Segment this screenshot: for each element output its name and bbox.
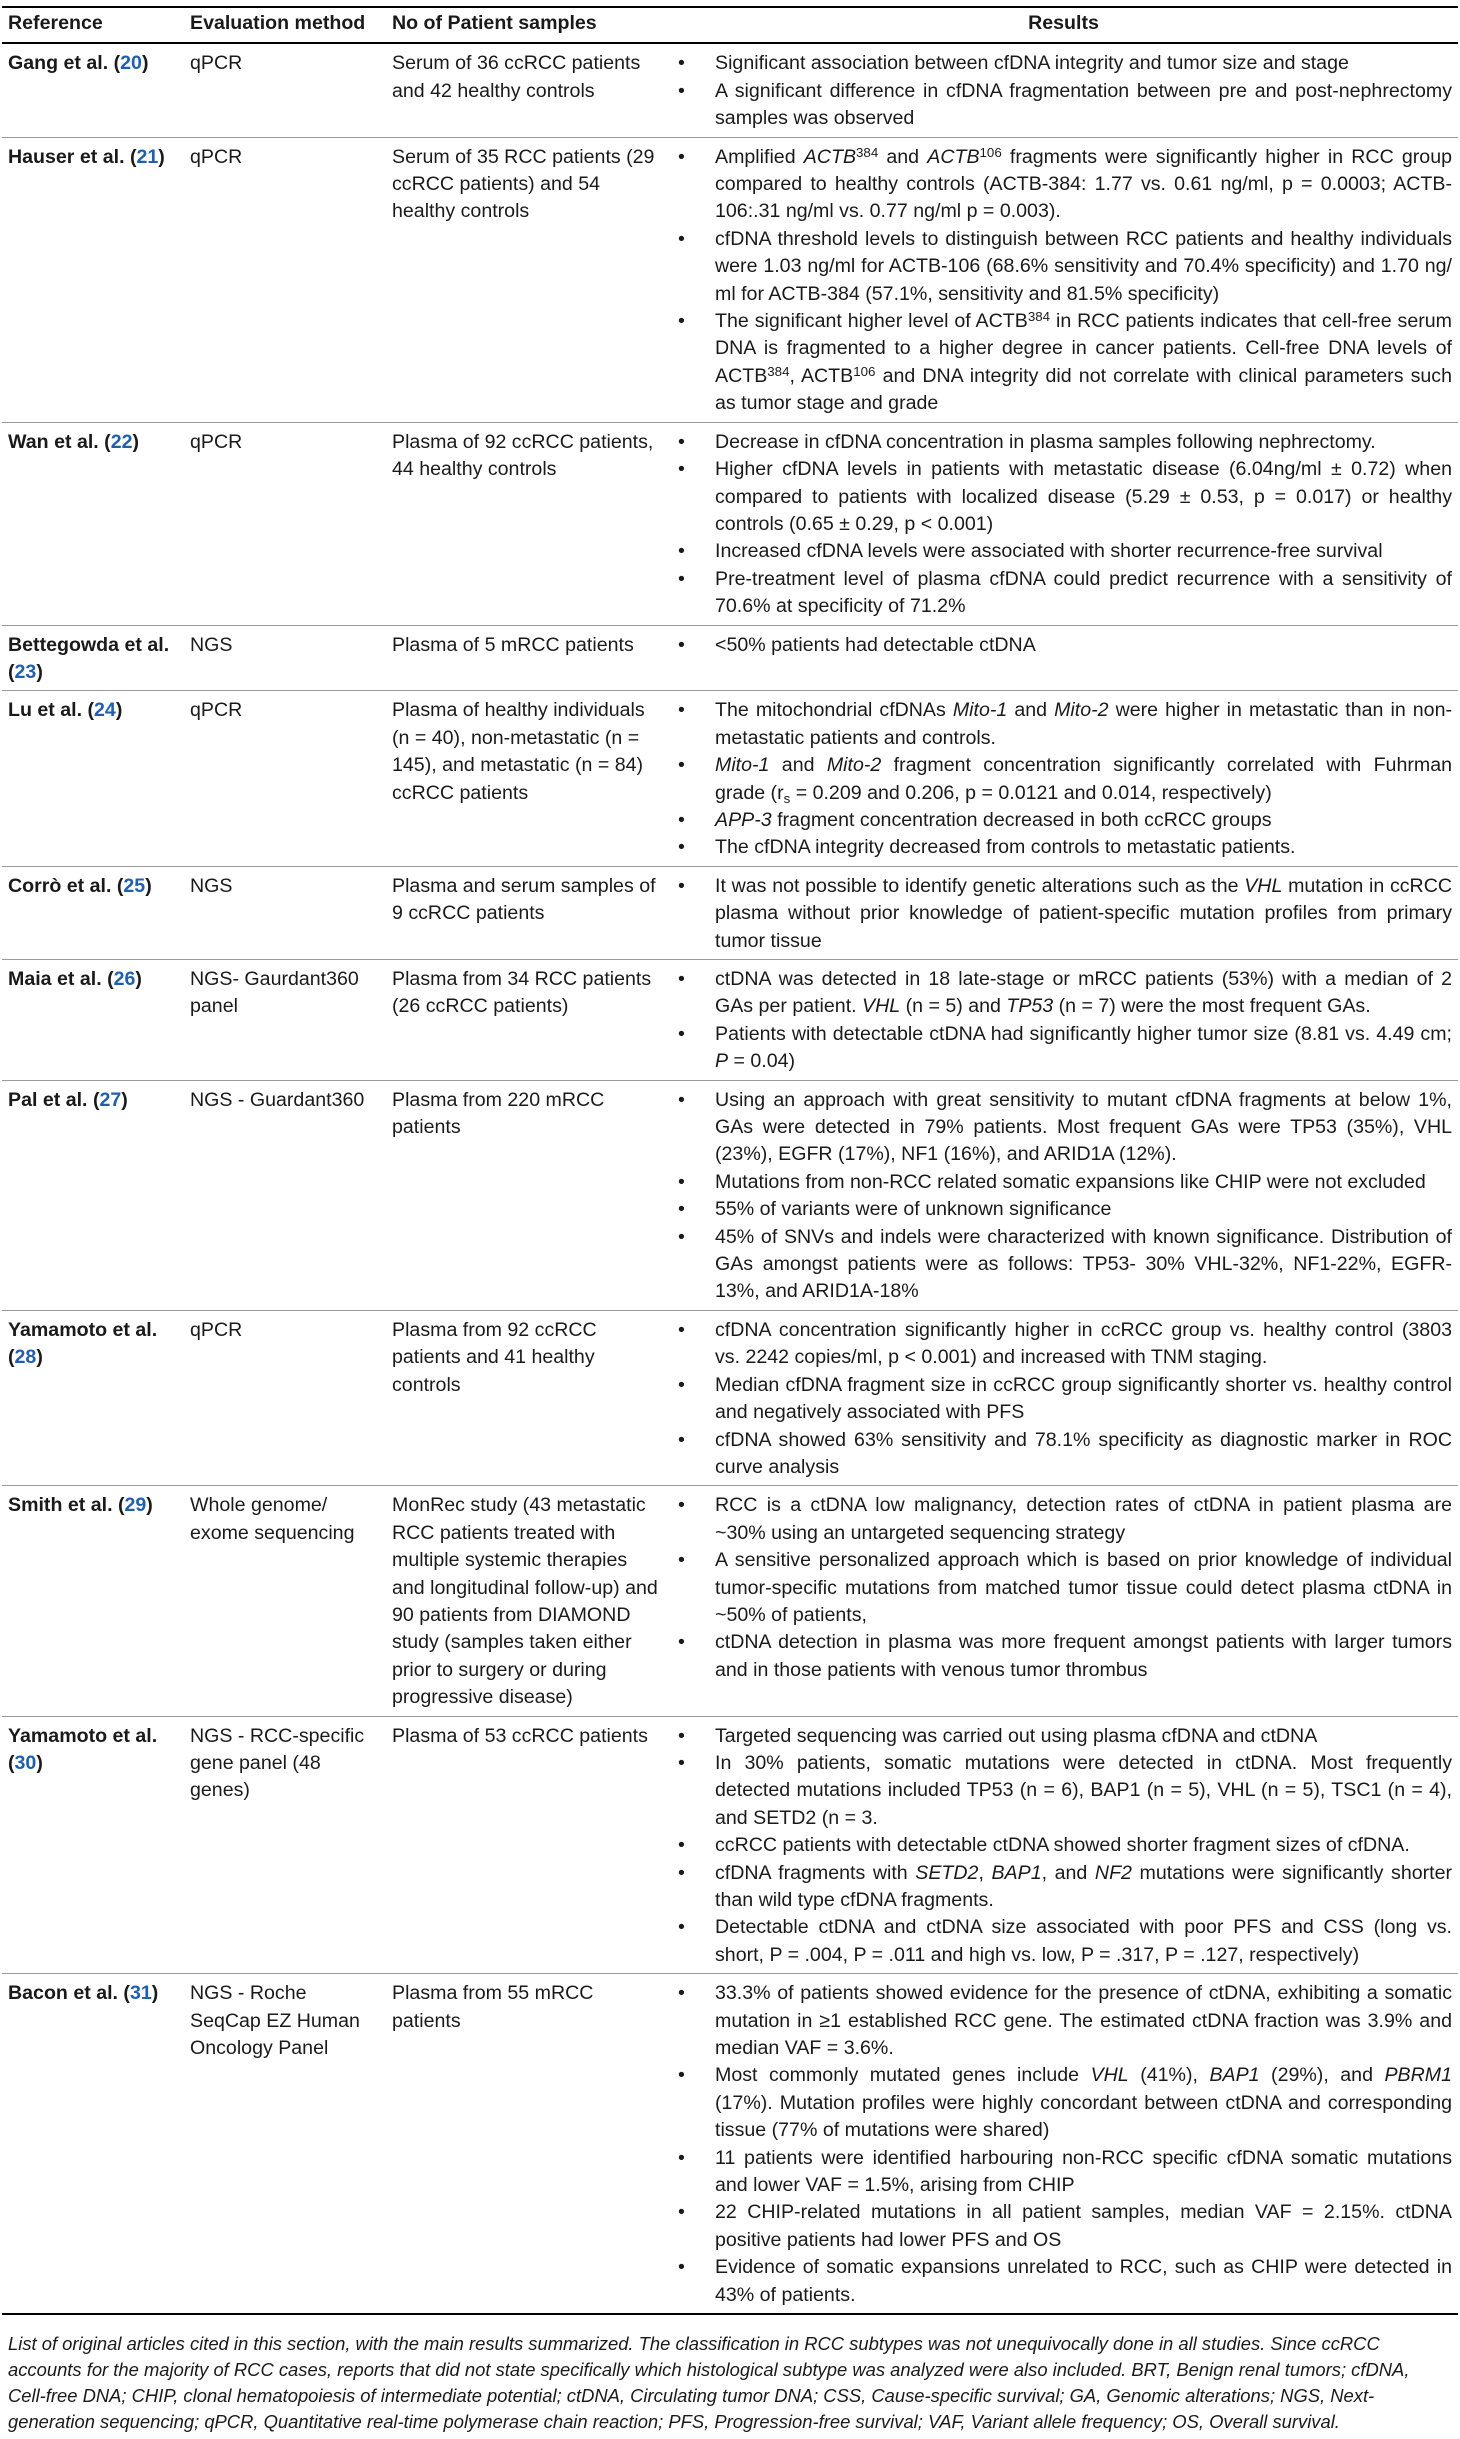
table-row [2,1080,1458,1310]
result-item: • ccRCC patients with detectable ctDNA showed shorter fragment sizes of cfDNA. [675,1832,1452,1859]
result-item: • cfDNA showed 63% sensitivity and 78.1% specificity as diagnostic marker in ROC curve analysis [675,1427,1452,1482]
italic-term: BAP1 [1209,2064,1260,2087]
results-cell [669,1716,1458,1974]
table-row [2,1716,1458,1974]
reference-cell: Bacon et al. (31) [2,1974,184,2314]
reference-author: Lu et al. ( [8,699,95,722]
result-item: • 11 patients were identified harbouring non-RCC specific cfDNA somatic mutations and lower VAF = 1.5%, arising from CHIP [675,2145,1452,2200]
table-row [2,866,1458,959]
superscript: 384 [767,363,790,379]
result-item: • Most commonly mutated genes include VHL (41%), BAP1 (29%), and PBRM1 (17%). Mutation profiles were highly concordant between ctDNA and corresponding tissue (77% of mutations were shared) [675,2062,1452,2144]
italic-term: PBRM1 [1384,2064,1452,2087]
reference-cell: Lu et al. (24) [2,691,184,866]
result-item: • A sensitive personalized approach which is based on prior knowledge of individual tumor-specific mutations from matched tumor tissue could detect plasma ctDNA in ~50% of patients, [675,1547,1452,1629]
reference-author: Bacon et al. ( [8,1982,130,2005]
studies-table [2,6,1458,2315]
italic-term: ACTB [803,145,857,168]
results-cell [669,137,1458,422]
evaluation-method-cell: NGS [184,625,386,691]
result-item: • Targeted sequencing was carried out using plasma cfDNA and ctDNA [675,1723,1452,1750]
result-item: • Median cfDNA fragment size in ccRCC group significantly shorter vs. healthy control and negatively associated with PFS [675,1372,1452,1427]
result-item: • In 30% patients, somatic mutations were detected in ctDNA. Most frequently detected mutations included TP53 (n = 6), BAP1 (n = 5), VHL (n = 5), TSC1 (n = 4), and SETD2 (n = 3. [675,1750,1452,1832]
results-list [675,144,1452,418]
results-cell [669,960,1458,1081]
result-item: • Detectable ctDNA and ctDNA size associated with poor PFS and CSS (long vs. short, P = .004, P = .011 and high vs. low, P = .317, P = .127, respectively) [675,1914,1452,1969]
table-header [2,7,1458,43]
evaluation-method-cell: NGS - RCC-specific gene panel (48 genes) [184,1716,386,1974]
italic-term: VHL [1090,2064,1129,2087]
result-item: • Amplified ACTB$^{384}$ and ACTB$^{106}$ fragments were significantly higher in RCC group compared to healthy controls (ACTB-384: 1.77 vs. 0.61 ng/ml, p = 0.0003; ACTB-106:.31 ng/ml vs. 0.77 ng/ml p = 0.003). [675,144,1452,226]
evaluation-method-cell: qPCR [184,691,386,866]
table-row [2,1974,1458,2314]
citation-number: 31 [129,1982,152,2005]
result-item: • 22 CHIP-related mutations in all patient samples, median VAF = 2.15%. ctDNA positive patients had lower PFS and OS [675,2199,1452,2254]
results-cell [669,1310,1458,1485]
italic-term: APP-3 [715,808,772,831]
result-item: • 33.3% of patients showed evidence for the presence of ctDNA, exhibiting a somatic mutation in ≥1 established RCC gene. The estimated ctDNA fraction was 3.9% and median VAF = 3.6%. [675,1980,1452,2062]
results-cell [669,1486,1458,1716]
header-results: Results [669,7,1458,43]
patient-samples-cell: Plasma of 5 mRCC patients [386,625,669,691]
results-list [675,50,1452,132]
patient-samples-cell: Plasma from 220 mRCC patients [386,1080,669,1310]
result-item: • A significant difference in cfDNA fragmentation between pre and post-nephrectomy samples was observed [675,78,1452,133]
subscript: s [783,790,791,806]
evaluation-method-cell: qPCR [184,43,386,137]
reference-author: Gang et al. ( [8,52,121,75]
evaluation-method-cell: NGS [184,866,386,959]
italic-term: Mito-2 [1054,699,1109,722]
reference-cell: Smith et al. (29) [2,1486,184,1716]
italic-term: NF2 [1094,1861,1132,1884]
table-row [2,422,1458,625]
patient-samples-cell: Serum of 35 RCC patients (29 ccRCC patients) and 54 healthy controls [386,137,669,422]
reference-cell: Pal et al. (27) [2,1080,184,1310]
reference-cell: Maia et al. (26) [2,960,184,1081]
table-footnote: List of original articles cited in this section, with the main results summarized. The classification in RCC subtypes was not unequivocally done in all studies. Since ccRCC accounts for the majority of RCC cases, reports that did not state specifically which histological subtype was analyzed were also included. BRT, Benign renal tumors; cfDNA, Cell-free DNA; CHIP, clonal hematopoiesis of intermediate potential; ctDNA, Circulating tumor DNA; CSS, Cause-specific survival; GA, Genomic alterations; NGS, Next-generation sequencing; qPCR, Quantitative real-time polymerase chain reaction; PFS, Progression-free survival; VAF, Variant allele frequency; OS, Overall survival. [8,2333,1410,2433]
result-item: • Mito-1 and Mito-2 fragment concentration significantly correlated with Fuhrman grade ($r_s = 0.209$ and 0.206, p = 0.0121 and 0.014, respectively) [675,752,1452,807]
reference-author: Corrò et al. ( [8,874,124,897]
result-item: • The mitochondrial cfDNAs Mito-1 and Mito-2 were higher in metastatic than in non-metastatic patients and controls. [675,697,1452,752]
result-item: • ctDNA detection in plasma was more frequent amongst patients with larger tumors and in those patients with venous tumor thrombus [675,1629,1452,1684]
results-cell [669,625,1458,691]
evaluation-method-cell: qPCR [184,422,386,625]
reference-author: Wan et al. ( [8,430,111,453]
table-row [2,960,1458,1081]
reference-cell: Yamamoto et al. (28) [2,1310,184,1485]
table-row [2,625,1458,691]
table-row [2,1310,1458,1485]
reference-cell: Bettegowda et al. (23) [2,625,184,691]
citation-number: 20 [120,52,142,75]
reference-author: Maia et al. ( [8,968,114,990]
citation-number: 28 [14,1346,37,1369]
result-item: • cfDNA fragments with SETD2, BAP1, and NF2 mutations were significantly shorter than wild type cfDNA fragments. [675,1860,1452,1915]
superscript: 384 [856,144,879,160]
italic-term: BAP1 [991,1861,1042,1884]
italic-term: TP53 [1006,995,1054,1018]
patient-samples-cell: Plasma of 92 ccRCC patients, 44 healthy controls [386,422,669,625]
results-cell [669,1080,1458,1310]
table-row [2,691,1458,866]
results-list [675,429,1452,621]
result-item: • Using an approach with great sensitivity to mutant cfDNA fragments at below 1%, GAs were detected in 79% patients. Most frequent GAs were TP53 (35%), VHL (23%), EGFR (17%), NF1 (16%), and ARID1A (12%). [675,1087,1452,1169]
reference-author: Smith et al. ( [8,1494,125,1517]
table-row [2,1486,1458,1716]
citation-number: 24 [94,699,116,722]
result-item: • Decrease in cfDNA concentration in plasma samples following nephrectomy. [675,429,1452,456]
results-cell [669,1974,1458,2314]
result-item: • Evidence of somatic expansions unrelated to RCC, such as CHIP were detected in 43% of patients. [675,2254,1452,2309]
result-item: • cfDNA concentration significantly higher in ccRCC group vs. healthy control (3803 vs. 2242 copies/ml, p < 0.001) and increased with TNM staging. [675,1317,1452,1372]
results-list [675,873,1452,955]
reference-cell: Hauser et al. (21) [2,137,184,422]
evaluation-method-cell: NGS - Guardant360 [184,1080,386,1310]
evaluation-method-cell: qPCR [184,137,386,422]
evaluation-method-cell: NGS- Gaurdant360 panel [184,960,386,1081]
reference-author: Yamamoto et al. ( [8,1318,158,1369]
patient-samples-cell: Plasma and serum samples of 9 ccRCC patients [386,866,669,959]
result-item: • The significant higher level of ACTB$^{384}$ in RCC patients indicates that cell-free serum DNA is fragmented to a higher degree in cancer patients. Cell-free DNA levels of ACTB$^{384}$, ACTB$^{106}$ and DNA integrity did not correlate with clinical parameters such as tumor stage and grade [675,308,1452,418]
results-list [675,1317,1452,1481]
patient-samples-cell: Plasma from 34 RCC patients (26 ccRCC patients) [386,960,669,1081]
reference-cell: Wan et al. (22) [2,422,184,625]
header-evaluation-method: Evaluation method [184,7,386,43]
evaluation-method-cell: qPCR [184,1310,386,1485]
patient-samples-cell: Plasma from 55 mRCC patients [386,1974,669,2314]
table-body [2,43,1458,2314]
results-list [675,1723,1452,1970]
reference-author: Pal et al. ( [8,1088,100,1111]
superscript: 384 [1027,309,1051,325]
result-item: • 55% of variants were of unknown significance [675,1196,1452,1223]
results-cell [669,691,1458,866]
citation-number: 22 [110,430,133,453]
result-item: • Pre-treatment level of plasma cfDNA could predict recurrence with a sensitivity of 70.6% at specificity of 71.2% [675,566,1452,621]
patient-samples-cell: MonRec study (43 metastatic RCC patients treated with multiple systemic therapies and longitudinal follow-up) and 90 patients from DIAMOND study (samples taken either prior to surgery or during progressive disease) [386,1486,669,1716]
italic-term: VHL [1244,874,1283,897]
result-item: • ctDNA was detected in 18 late-stage or mRCC patients (53%) with a median of 2 GAs per patient. VHL (n = 5) and TP53 (n = 7) were the most frequent GAs. [675,966,1452,1021]
citation-number: 29 [124,1494,147,1517]
reference-author: Hauser et al. ( [8,145,137,168]
evaluation-method-cell: NGS - Roche SeqCap EZ Human Oncology Panel [184,1974,386,2314]
result-item: • cfDNA threshold levels to distinguish between RCC patients and healthy individuals were 1.03 ng/ml for ACTB-106 (68.6% sensitivity and 70.4% specificity) and 1.70 ng/ ml for ACTB-384 (57.1%, sensitivity and 81.5% specificity) [675,226,1452,308]
citation-number: 21 [136,145,159,168]
results-list [675,632,1452,659]
patient-samples-cell: Plasma of healthy individuals (n = 40), non-metastatic (n = 145), and metastatic (n = 84) ccRCC patients [386,691,669,866]
evaluation-method-cell: Whole genome/ exome sequencing [184,1486,386,1716]
result-item: • RCC is a ctDNA low malignancy, detection rates of ctDNA in patient plasma are ~30% using an untargeted sequencing strategy [675,1492,1452,1547]
italic-term: Mito-1 [715,754,770,777]
patient-samples-cell: Plasma from 92 ccRCC patients and 41 healthy controls [386,1310,669,1485]
results-cell [669,422,1458,625]
table-row [2,137,1458,422]
result-item: • Higher cfDNA levels in patients with metastatic disease (6.04ng/ml ± 0.72) when compared to patients with localized disease (5.29 ± 0.53, p = 0.017) or healthy controls (0.65 ± 0.29, p < 0.001) [675,456,1452,538]
result-item: • Patients with detectable ctDNA had significantly higher tumor size (8.81 vs. 4.49 cm; P = 0.04) [675,1021,1452,1076]
superscript: 106 [979,144,1002,160]
results-list [675,1980,1452,2309]
superscript: 106 [853,363,876,379]
results-cell [669,43,1458,137]
result-item: • Increased cfDNA levels were associated with shorter recurrence-free survival [675,538,1452,565]
patient-samples-cell: Serum of 36 ccRCC patients and 42 healthy controls [386,43,669,137]
citation-number: 27 [99,1088,122,1111]
result-item: • Mutations from non-RCC related somatic expansions like CHIP were not excluded [675,1169,1452,1196]
results-list [675,966,1452,1076]
header-patient-samples: No of Patient samples [386,7,669,43]
italic-term: SETD2 [915,1861,979,1884]
reference-cell: Gang et al. (20) [2,43,184,137]
results-list [675,1087,1452,1306]
patient-samples-cell: Plasma of 53 ccRCC patients [386,1716,669,1974]
italic-term: Mito-2 [826,754,882,777]
header-row [2,7,1458,43]
results-list [675,697,1452,861]
reference-author: Yamamoto et al. ( [8,1724,158,1774]
results-cell [669,866,1458,959]
citation-number: 25 [123,874,146,897]
header-reference: Reference [2,7,184,43]
reference-author: Bettegowda et al. ( [8,633,170,683]
reference-cell: Yamamoto et al. (30) [2,1716,184,1974]
result-item: • The cfDNA integrity decreased from controls to metastatic patients. [675,834,1452,861]
result-item: • APP-3 fragment concentration decreased in both ccRCC groups [675,807,1452,834]
reference-cell: Corrò et al. (25) [2,866,184,959]
italic-term: ACTB [927,145,980,168]
result-item: • Significant association between cfDNA integrity and tumor size and stage [675,50,1452,77]
result-item: • <50% patients had detectable ctDNA [675,632,1452,659]
italic-term: Mito-1 [952,699,1008,722]
citation-number: 30 [14,1751,37,1774]
italic-term: VHL [862,995,901,1018]
result-item: • 45% of SNVs and indels were characterized with known significance. Distribution of GAs amongst patients were as follows: TP53- 30% VHL-32%, NF1-22%, EGFR-13%, and ARID1A-18% [675,1224,1452,1306]
citation-number: 23 [14,660,37,683]
italic-term: P [715,1050,729,1073]
citation-number: 26 [113,968,136,990]
result-item: • It was not possible to identify genetic alterations such as the VHL mutation in ccRCC plasma without prior knowledge of patient-specific mutation profiles from primary tumor tissue [675,873,1452,955]
table-row [2,43,1458,137]
results-list [675,1492,1452,1684]
